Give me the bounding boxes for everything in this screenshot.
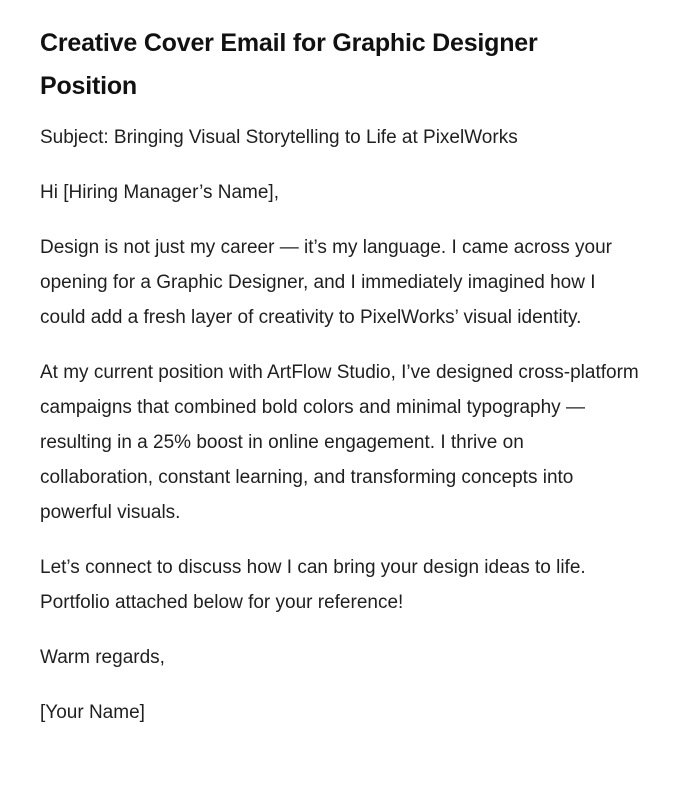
body-paragraph-experience: At my current position with ArtFlow Studio, I’ve designed cross-platform campaigns that combined bold colors and minimal typography — resulting in a 25% boost in online engagement. I thrive on collaboration, constant learning, and transforming concepts into powerful visuals. [40, 362, 639, 523]
email-subject: Subject: Bringing Visual Storytelling to Life at PixelWorks [40, 127, 518, 148]
page-title: Creative Cover Email for Graphic Designer Position [40, 29, 538, 100]
email-signature: [Your Name] [40, 702, 145, 723]
body-paragraph-call-to-action: Let’s connect to discuss how I can bring your design ideas to life. Portfolio attached below for your reference! [40, 557, 586, 613]
body-paragraph-intro: Design is not just my career — it’s my language. I came across your opening for a Graphic Designer, and I immediately imagined how I could add a fresh layer of creativity to PixelWorks’ visual identity. [40, 237, 612, 328]
email-greeting: Hi [Hiring Manager’s Name], [40, 182, 279, 203]
email-closing: Warm regards, [40, 647, 165, 668]
